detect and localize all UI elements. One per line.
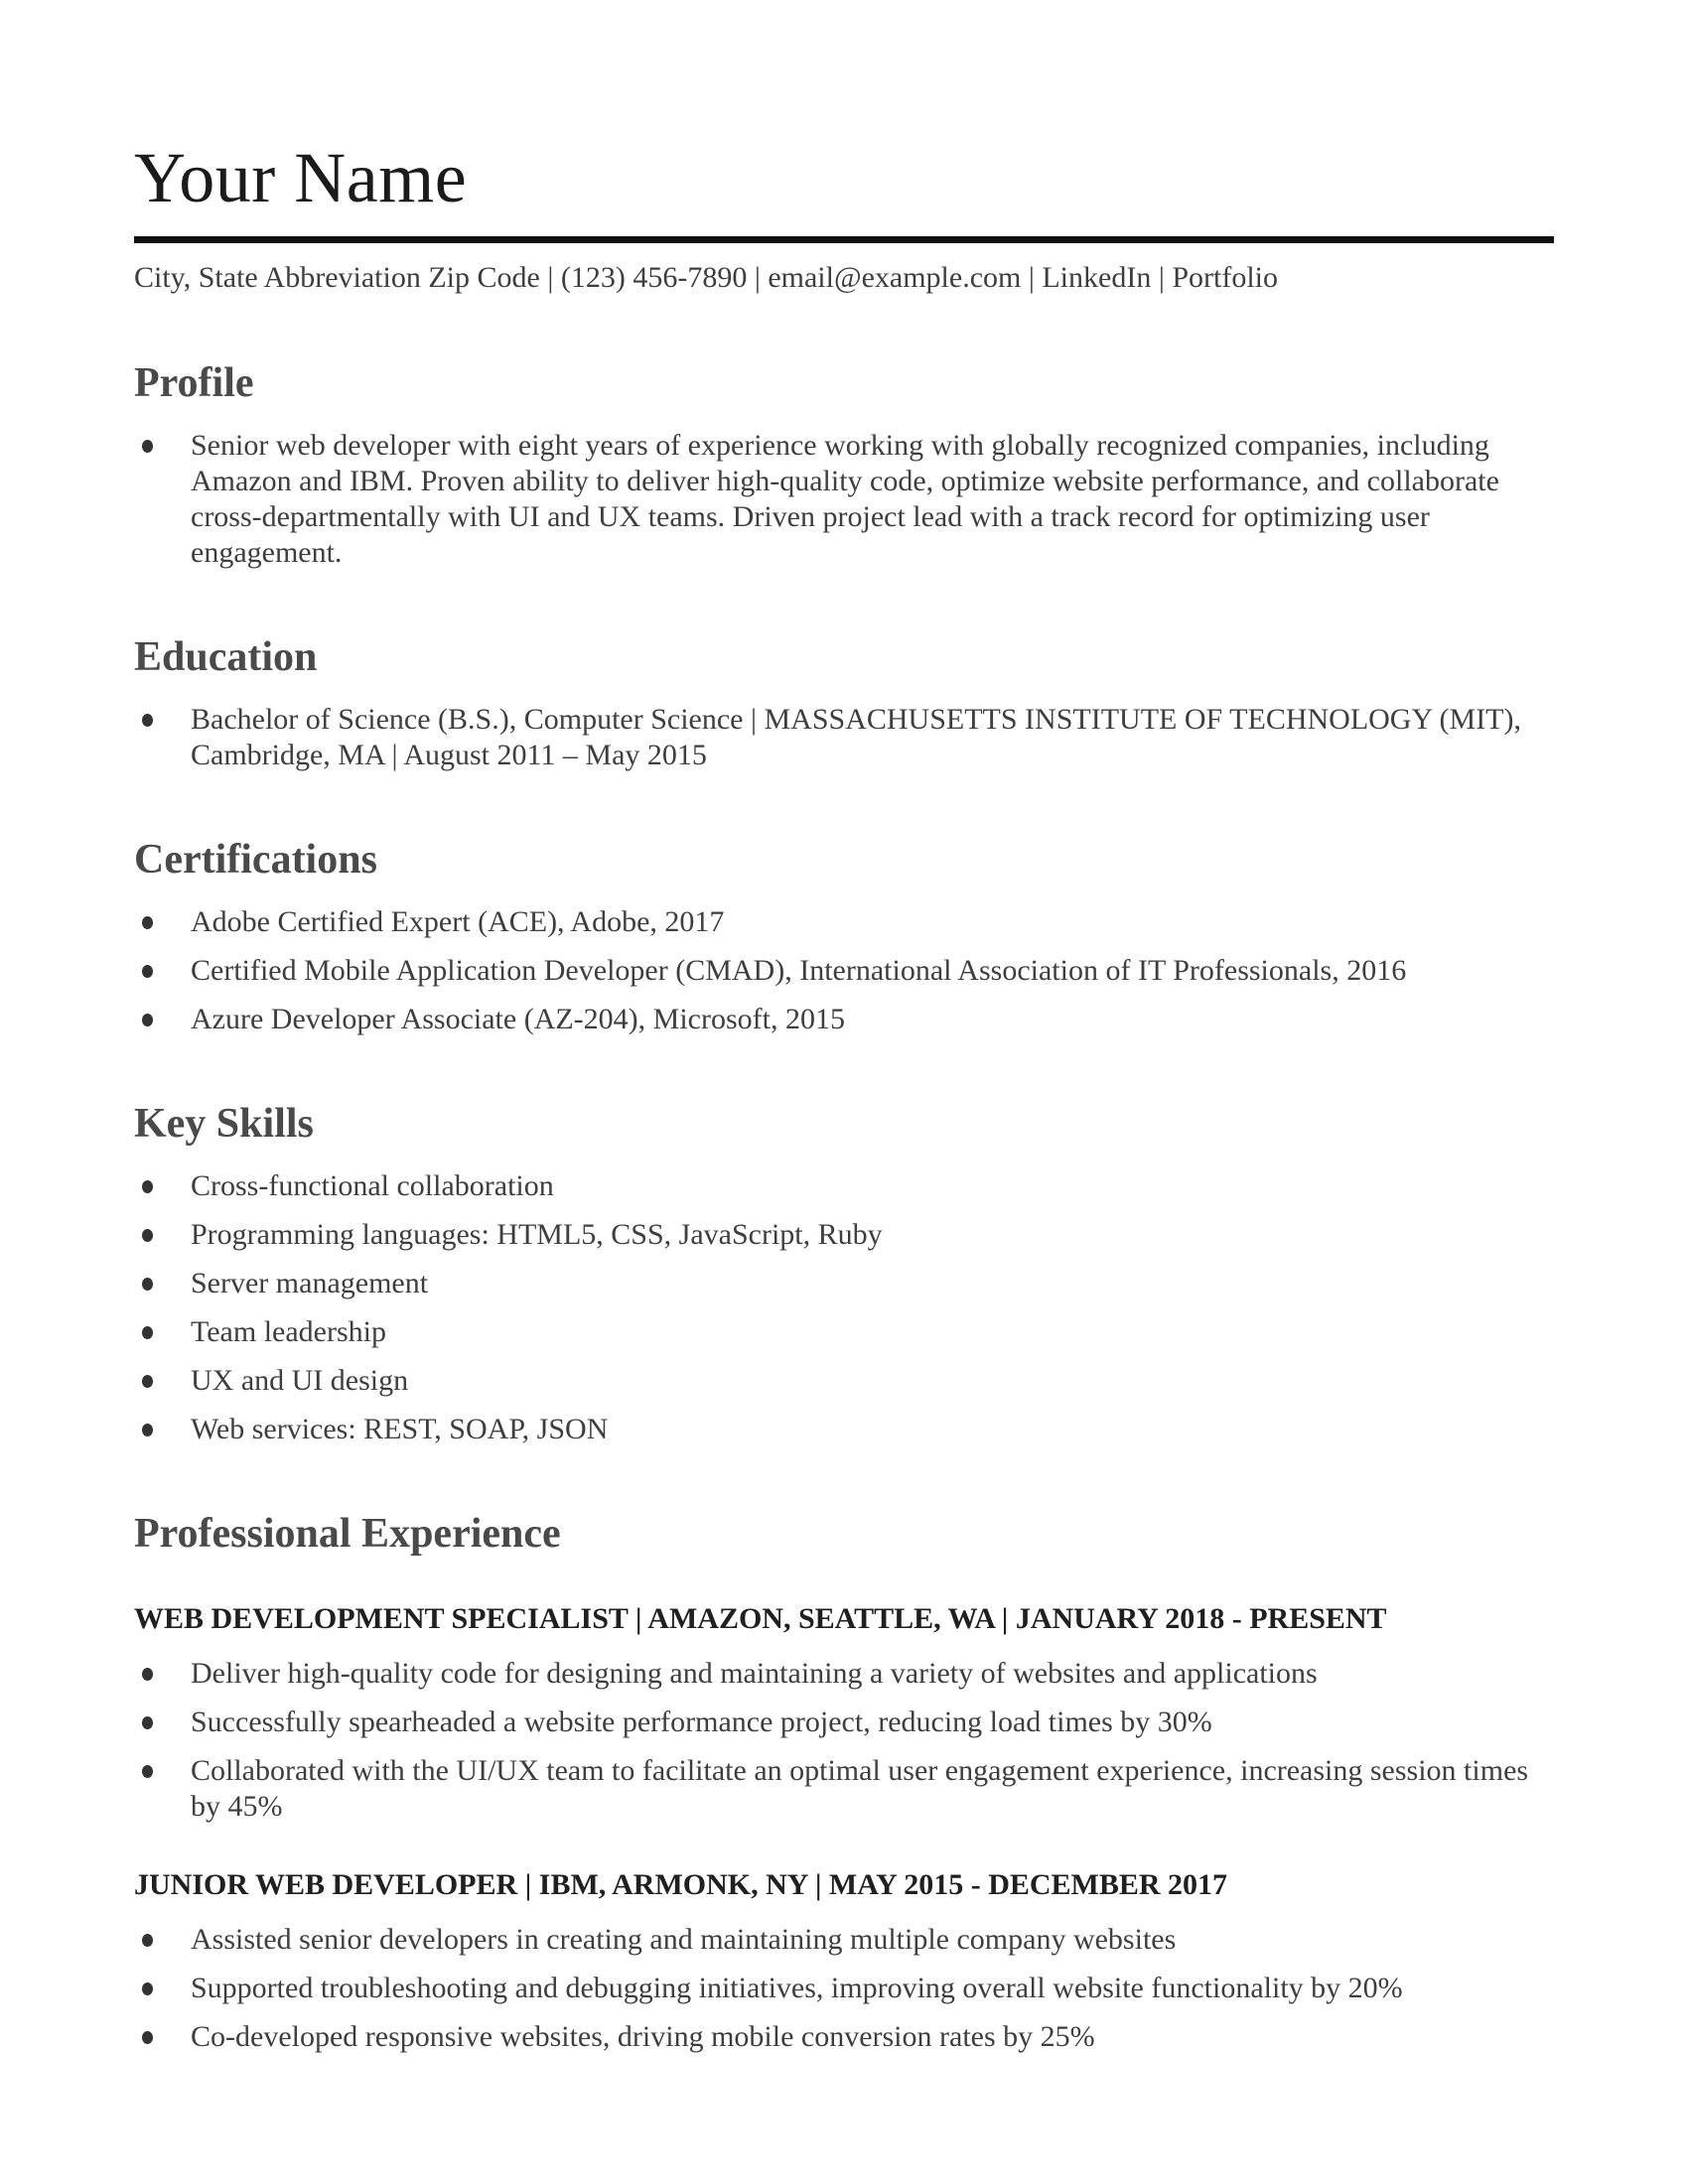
list-item-text: Azure Developer Associate (AZ-204), Microsoft, 2015 [191, 1003, 845, 1035]
bullet-icon [142, 1424, 153, 1436]
list-item-text: Bachelor of Science (B.S.), Computer Science | MASSACHUSETTS INSTITUTE OF TECHNOLOGY (MIT), Cambridge, MA | August 2011 – May 2015 [191, 703, 1521, 771]
list-item [134, 904, 1554, 940]
header-divider [134, 236, 1554, 243]
name-heading: Your Name [134, 138, 468, 217]
education-title: Education [134, 634, 318, 680]
list-item-text: Adobe Certified Expert (ACE), Adobe, 2017 [191, 905, 725, 938]
list-item [134, 1412, 1554, 1447]
list-item [134, 1705, 1554, 1740]
list-item-text: Deliver high-quality code for designing and maintaining a variety of websites and applications [191, 1657, 1318, 1690]
list-item-text: Collaborated with the UI/UX team to facilitate an optimal user engagement experience, increasing session times by 45% [191, 1754, 1529, 1823]
bullet-icon [142, 1375, 153, 1388]
list-item-text: UX and UI design [191, 1364, 409, 1397]
list-item-text: Supported troubleshooting and debugging initiatives, improving overall website functionality by 20% [191, 1972, 1403, 2004]
list-item [134, 953, 1554, 989]
certifications-title: Certifications [134, 837, 377, 883]
list-item [134, 1656, 1554, 1692]
list-item-text: Programming languages: HTML5, CSS, JavaScript, Ruby [191, 1218, 883, 1251]
job-bullet-list [134, 1656, 1554, 1825]
bullet-icon [142, 1765, 153, 1778]
list-item-text: Certified Mobile Application Developer (CMAD), International Association of IT Professionals, 2016 [191, 954, 1407, 987]
bullet-icon [142, 1934, 153, 1947]
job-heading: WEB DEVELOPMENT SPECIALIST | AMAZON, SEATTLE, WA | JANUARY 2018 - PRESENT [134, 1602, 1387, 1635]
list-item-text: Cross-functional collaboration [191, 1169, 554, 1202]
education-list [134, 702, 1554, 773]
key-skills-list [134, 1168, 1554, 1447]
bullet-icon [142, 2031, 153, 2044]
list-item [134, 1217, 1554, 1253]
profile-list [134, 428, 1554, 571]
list-item-text: Co-developed responsive websites, driving mobile conversion rates by 25% [191, 2020, 1095, 2053]
list-item [134, 1266, 1554, 1301]
section-profile [134, 358, 1554, 571]
bullet-icon [142, 714, 153, 727]
job-entry-amazon [134, 1600, 1554, 1825]
list-item-text: Server management [191, 1267, 429, 1299]
job-entry-ibm [134, 1866, 1554, 2055]
section-education [134, 632, 1554, 773]
bullet-icon [142, 1982, 153, 1995]
list-item [134, 428, 1554, 571]
list-item [134, 702, 1554, 773]
profile-title: Profile [134, 360, 254, 406]
list-item [134, 1314, 1554, 1350]
certifications-list [134, 904, 1554, 1037]
bullet-icon [142, 1326, 153, 1339]
job-heading: JUNIOR WEB DEVELOPER | IBM, ARMONK, NY | MAY 2015 - DECEMBER 2017 [134, 1868, 1228, 1901]
bullet-icon [142, 1229, 153, 1242]
list-item [134, 1363, 1554, 1399]
bullet-icon [142, 1716, 153, 1729]
bullet-icon [142, 965, 153, 978]
bullet-icon [142, 1278, 153, 1291]
list-item-text: Assisted senior developers in creating and maintaining multiple company websites [191, 1923, 1177, 1956]
list-item [134, 1002, 1554, 1037]
job-bullet-list [134, 1922, 1554, 2055]
list-item [134, 1922, 1554, 1958]
bullet-icon [142, 916, 153, 929]
bullet-icon [142, 1180, 153, 1193]
bullet-icon [142, 440, 153, 453]
list-item-text: Successfully spearheaded a website performance project, reducing load times by 30% [191, 1706, 1212, 1738]
list-item [134, 2019, 1554, 2055]
bullet-icon [142, 1668, 153, 1681]
list-item [134, 1168, 1554, 1204]
list-item-text: Web services: REST, SOAP, JSON [191, 1413, 609, 1445]
key-skills-title: Key Skills [134, 1101, 314, 1147]
section-key-skills [134, 1099, 1554, 1447]
bullet-icon [142, 1014, 153, 1026]
contact-line: City, State Abbreviation Zip Code | (123) 456-7890 | email@example.com | LinkedIn | Portfolio [134, 261, 1278, 294]
list-item [134, 1971, 1554, 2006]
experience-title: Professional Experience [134, 1511, 561, 1557]
section-certifications [134, 835, 1554, 1037]
list-item-text: Senior web developer with eight years of experience working with globally recognized companies, including Amazon and IBM. Proven ability to deliver high-quality code, optimize website performance, and collaborate cross-departmentally with UI and UX teams. Driven project lead with a track record for optimizing user engagement. [191, 429, 1499, 569]
section-professional-experience [134, 1509, 1554, 2055]
list-item [134, 1753, 1554, 1825]
list-item-text: Team leadership [191, 1315, 386, 1348]
